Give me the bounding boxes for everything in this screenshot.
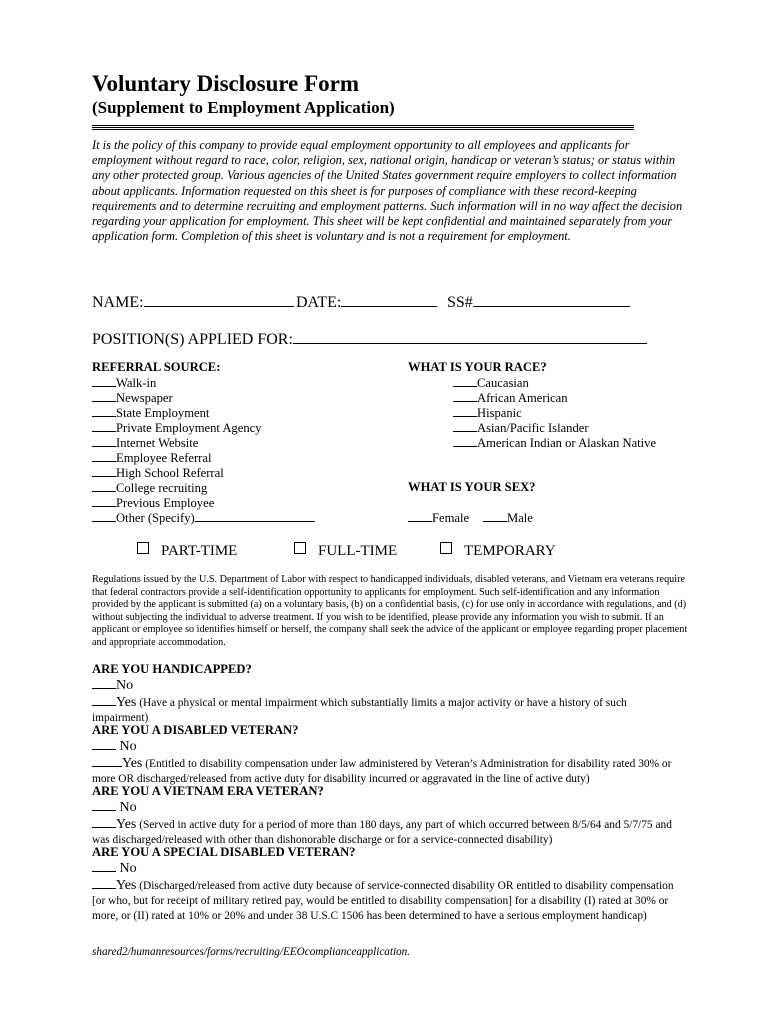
referral-item-label: Employee Referral <box>116 451 212 465</box>
name-field[interactable] <box>92 292 294 312</box>
yes-label: Yes <box>116 878 137 893</box>
referral-item-label: Other (Specify) <box>116 511 195 525</box>
policy-statement: It is the policy of this company to provide equal employment opportunity to all employees and applicants for employment without regard to race, color, religion, sex, national origin, handicap or veteran’s status; or status within any other protected group. Various agencies of the United States government require employers to collect information about applicants. Information requested on this sheet is for purposes of compliance with these record-keeping requirements and to determine recruiting and employment patterns. Such information will in no way affect the decision regarding your application for employment. This sheet will be kept confidential and maintained separately from your application form. Completion of this sheet is voluntary and is not a requirement for employment. <box>92 138 683 244</box>
disabled-veteran-no-option[interactable] <box>92 738 137 755</box>
referral-item-label: State Employment <box>116 406 210 420</box>
no-label: No <box>119 739 137 754</box>
footer-path: shared2/humanresources/forms/recruiting/EEOcomplianceapplication. <box>92 946 411 958</box>
referral-item-label: College recruiting <box>116 481 208 495</box>
checkbox-line[interactable] <box>92 420 116 432</box>
race-item-label: Hispanic <box>477 406 522 420</box>
question-handicapped: ARE YOU HANDICAPPED? <box>92 662 252 676</box>
checkbox-line[interactable] <box>92 677 116 689</box>
race-item[interactable] <box>453 435 656 451</box>
full-time-option[interactable] <box>294 542 397 560</box>
ss-label: SS# <box>447 294 473 311</box>
referral-item[interactable] <box>92 405 209 421</box>
referral-item-label: High School Referral <box>116 466 224 480</box>
referral-item[interactable] <box>92 480 207 496</box>
double-rule-middle <box>92 127 634 128</box>
yes-label: Yes <box>116 695 137 710</box>
question-disabled-veteran: ARE YOU A DISABLED VETERAN? <box>92 723 299 737</box>
race-item[interactable] <box>453 390 568 406</box>
sex-male-label: Male <box>507 511 533 525</box>
full-time-label: FULL-TIME <box>318 543 398 559</box>
checkbox-line[interactable] <box>92 405 116 417</box>
question-special-disabled-veteran: ARE YOU A SPECIAL DISABLED VETERAN? <box>92 845 356 859</box>
yes-description: (Entitled to disability compensation under law administered by Veteran’s Administration for disability rated 30% or more OR discharged/released from active duty for disability incurred or aggravated in the line of active duty) <box>92 758 672 785</box>
checkbox-line[interactable] <box>92 450 116 462</box>
no-label: No <box>119 861 137 876</box>
checkbox-line[interactable] <box>92 435 116 447</box>
other-specify-blank[interactable] <box>195 510 315 522</box>
race-item-label: Caucasian <box>477 376 529 390</box>
yes-description: (Served in active duty for a period of more than 180 days, any part of which occurred between 8/5/64 and 5/7/75 and was discharged/released with other than dishonorable discharge or for a service-connected disability) <box>92 819 672 846</box>
referral-item[interactable] <box>92 435 198 451</box>
yes-label: Yes <box>122 756 143 771</box>
name-label: NAME: <box>92 294 144 311</box>
form-title: Voluntary Disclosure Form <box>92 71 360 96</box>
race-item-label: Asian/Pacific Islander <box>477 421 589 435</box>
checkbox-line[interactable] <box>408 510 432 522</box>
checkbox-line[interactable] <box>92 390 116 402</box>
referral-item-label: Private Employment Agency <box>116 421 262 435</box>
race-item-label: American Indian or Alaskan Native <box>477 436 657 450</box>
checkbox-line[interactable] <box>92 738 116 750</box>
referral-item-label: Walk-in <box>116 376 157 390</box>
no-label: No <box>119 800 137 815</box>
referral-item-other[interactable] <box>92 510 315 526</box>
checkbox-line[interactable] <box>92 755 122 767</box>
vietnam-veteran-yes-option[interactable] <box>92 816 682 848</box>
date-label: DATE: <box>296 294 342 311</box>
name-blank[interactable] <box>144 292 294 307</box>
sex-female-option[interactable] <box>408 510 469 526</box>
checkbox-line[interactable] <box>453 375 477 387</box>
checkbox-line[interactable] <box>453 405 477 417</box>
part-time-option[interactable] <box>137 542 237 560</box>
yes-label: Yes <box>116 817 137 832</box>
checkbox-line[interactable] <box>92 495 116 507</box>
position-label: POSITION(S) APPLIED FOR: <box>92 331 293 348</box>
temporary-label: TEMPORARY <box>464 543 556 559</box>
checkbox-line[interactable] <box>92 480 116 492</box>
special-veteran-yes-option[interactable] <box>92 877 682 924</box>
checkbox-icon[interactable] <box>294 542 306 554</box>
sex-heading: WHAT IS YOUR SEX? <box>408 480 536 494</box>
yes-description: (Discharged/released from active duty because of service-connected disability OR entitled to disability compensation [or who, but for receipt of military retired pay, would be entitled to disability compensation] for a disability (I) rated at 30% or more, or (II) rated at 10% or 20% and under 38 U.S.C 1506 has been determined to have a serious employment handicap) <box>92 880 674 922</box>
sex-male-option[interactable] <box>483 510 533 526</box>
sex-female-label: Female <box>432 511 470 525</box>
checkbox-line[interactable] <box>92 694 116 706</box>
checkbox-line[interactable] <box>453 435 477 447</box>
ss-blank[interactable] <box>473 292 630 307</box>
checkbox-line[interactable] <box>92 465 116 477</box>
handicapped-no-option[interactable] <box>92 677 133 694</box>
checkbox-line[interactable] <box>92 375 116 387</box>
disabled-veteran-yes-option[interactable] <box>92 755 682 787</box>
referral-item[interactable] <box>92 420 262 436</box>
race-item[interactable] <box>453 405 522 421</box>
checkbox-line[interactable] <box>92 860 116 872</box>
double-rule-top <box>92 125 634 126</box>
referral-item[interactable] <box>92 390 173 406</box>
checkbox-line[interactable] <box>92 816 116 828</box>
referral-item[interactable] <box>92 465 224 481</box>
special-veteran-no-option[interactable] <box>92 860 137 877</box>
regulations-text: Regulations issued by the U.S. Department of Labor with respect to handicapped individuals, disabled veterans, and Vietnam era veterans require that federal contractors provide a self-identification opportunity to applicants for employment. Such self-identification and any information provided by the applicant is submitted (a) on a voluntary basis, (b) on a confidential basis, (c) for use only in accordance with regulations, and (d) without subjecting the individual to adverse treatment. If you wish to be identified, please provide any information you wish to submit. If an applicant or employee so identifies himself or herself, the company shall seek the advice of the applicant or employee regarding proper placement and appropriate accommodation. <box>92 574 688 648</box>
race-item[interactable] <box>453 375 529 391</box>
referral-item[interactable] <box>92 375 156 391</box>
position-field[interactable] <box>92 329 647 349</box>
race-heading: WHAT IS YOUR RACE? <box>408 360 547 374</box>
checkbox-line[interactable] <box>453 420 477 432</box>
checkbox-icon[interactable] <box>440 542 452 554</box>
position-blank[interactable] <box>293 329 647 344</box>
referral-item[interactable] <box>92 495 214 511</box>
referral-item-label: Internet Website <box>116 436 199 450</box>
referral-item-label: Previous Employee <box>116 496 215 510</box>
referral-heading: REFERRAL SOURCE: <box>92 360 221 374</box>
checkbox-line[interactable] <box>453 390 477 402</box>
checkbox-line[interactable] <box>92 877 116 889</box>
race-item[interactable] <box>453 420 589 436</box>
date-field[interactable] <box>296 292 437 312</box>
part-time-label: PART-TIME <box>161 543 238 559</box>
checkbox-line[interactable] <box>92 510 116 522</box>
checkbox-icon[interactable] <box>137 542 149 554</box>
temporary-option[interactable] <box>440 542 556 560</box>
yes-description: (Have a physical or mental impairment which substantially limits a major activity or have a history of such impairment) <box>92 697 627 724</box>
double-rule-bottom <box>92 129 634 130</box>
checkbox-line[interactable] <box>92 799 116 811</box>
referral-item-label: Newspaper <box>116 391 173 405</box>
referral-item[interactable] <box>92 450 211 466</box>
form-subtitle: (Supplement to Employment Application) <box>92 98 395 117</box>
checkbox-line[interactable] <box>483 510 507 522</box>
handicapped-yes-option[interactable] <box>92 694 682 726</box>
date-blank[interactable] <box>341 292 437 307</box>
no-label: No <box>116 678 134 693</box>
vietnam-veteran-no-option[interactable] <box>92 799 137 816</box>
question-vietnam-era-veteran: ARE YOU A VIETNAM ERA VETERAN? <box>92 784 324 798</box>
ss-field[interactable] <box>447 292 630 312</box>
race-item-label: African American <box>477 391 568 405</box>
